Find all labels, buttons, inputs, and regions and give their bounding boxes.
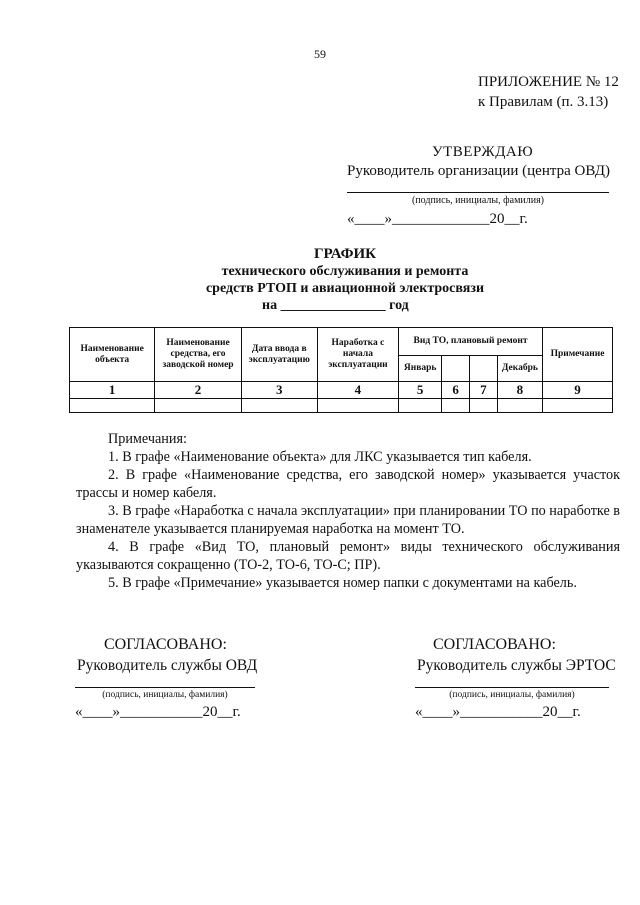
header-maintenance-type: Вид ТО, плановый ремонт [399, 328, 543, 356]
note-item: 5. В графе «Примечание» указывается номер папки с документами на кабель. [108, 575, 577, 591]
appendix-reference: к Правилам (п. 3.13) [478, 94, 609, 110]
agreed-left-date: «____»___________20__г. [75, 704, 241, 720]
agreed-right-title: СОГЛАСОВАНО: [433, 636, 556, 653]
header-month-january: Январь [399, 356, 442, 382]
header-commission-date: Дата ввода в эксплуатацию [241, 328, 317, 382]
column-number: 6 [442, 382, 470, 399]
column-number: 8 [497, 382, 542, 399]
column-number: 2 [155, 382, 241, 399]
header-month-blank [470, 356, 498, 382]
document-title: ГРАФИК [313, 246, 377, 262]
agreed-right-signature-line [415, 687, 609, 688]
note-item: 3. В графе «Наработка с начала эксплуатации» при планировании ТО по наработке в знаменателе указывается планируемая наработка на момент ТО. [76, 503, 620, 537]
document-year: на _______________ год [262, 298, 409, 313]
agreed-left-signature-line [75, 687, 255, 688]
header-object: Наименование объекта [70, 328, 155, 382]
note-item: 1. В графе «Наименование объекта» для ЛКС указывается тип кабеля. [108, 449, 532, 465]
agreed-right-date: «____»___________20__г. [415, 704, 581, 720]
table-row [70, 399, 613, 413]
header-month-december: Декабрь [497, 356, 542, 382]
agreed-left-position: Руководитель службы ОВД [77, 657, 258, 674]
note-item: 2. В графе «Наименование средства, его заводской номер» указывается участок трассы и номер кабеля. [76, 467, 620, 501]
header-month-blank [442, 356, 470, 382]
appendix-number: ПРИЛОЖЕНИЕ № 12 [478, 74, 619, 90]
schedule-table [69, 327, 613, 413]
column-number: 3 [241, 382, 317, 399]
column-number: 4 [317, 382, 398, 399]
agreed-left-signature-caption: (подпись, инициалы, фамилия) [102, 690, 228, 700]
page-number: 59 [314, 47, 326, 61]
approval-position: Руководитель организации (центра ОВД) [347, 163, 610, 179]
header-note: Примечание [543, 328, 613, 382]
header-operating-time: Наработка с начала эксплуатации [317, 328, 398, 382]
approval-signature-line [347, 192, 609, 193]
column-number: 7 [470, 382, 498, 399]
approval-date: «____»_____________20__г. [347, 211, 528, 227]
agreed-left-title: СОГЛАСОВАНО: [104, 636, 227, 653]
column-number: 1 [70, 382, 155, 399]
document-subtitle-1: технического обслуживания и ремонта [221, 264, 469, 279]
note-item: 4. В графе «Вид ТО, плановый ремонт» виды технического обслуживания указываются сокращенно (ТО-2, ТО-6, ТО-С; ПР). [76, 539, 620, 573]
column-number: 5 [399, 382, 442, 399]
approval-signature-caption: (подпись, инициалы, фамилия) [411, 195, 545, 206]
column-number: 9 [543, 382, 613, 399]
notes-block [76, 430, 620, 592]
header-device: Наименование средства, его заводской номер [155, 328, 241, 382]
agreed-right-signature-caption: (подпись, инициалы, фамилия) [449, 690, 575, 700]
agreed-right-position: Руководитель службы ЭРТОС [417, 657, 616, 674]
approval-title: УТВЕРЖДАЮ [432, 144, 534, 160]
document-subtitle-2: средств РТОП и авиационной электросвязи [205, 281, 485, 296]
notes-title: Примечания: [108, 431, 187, 447]
